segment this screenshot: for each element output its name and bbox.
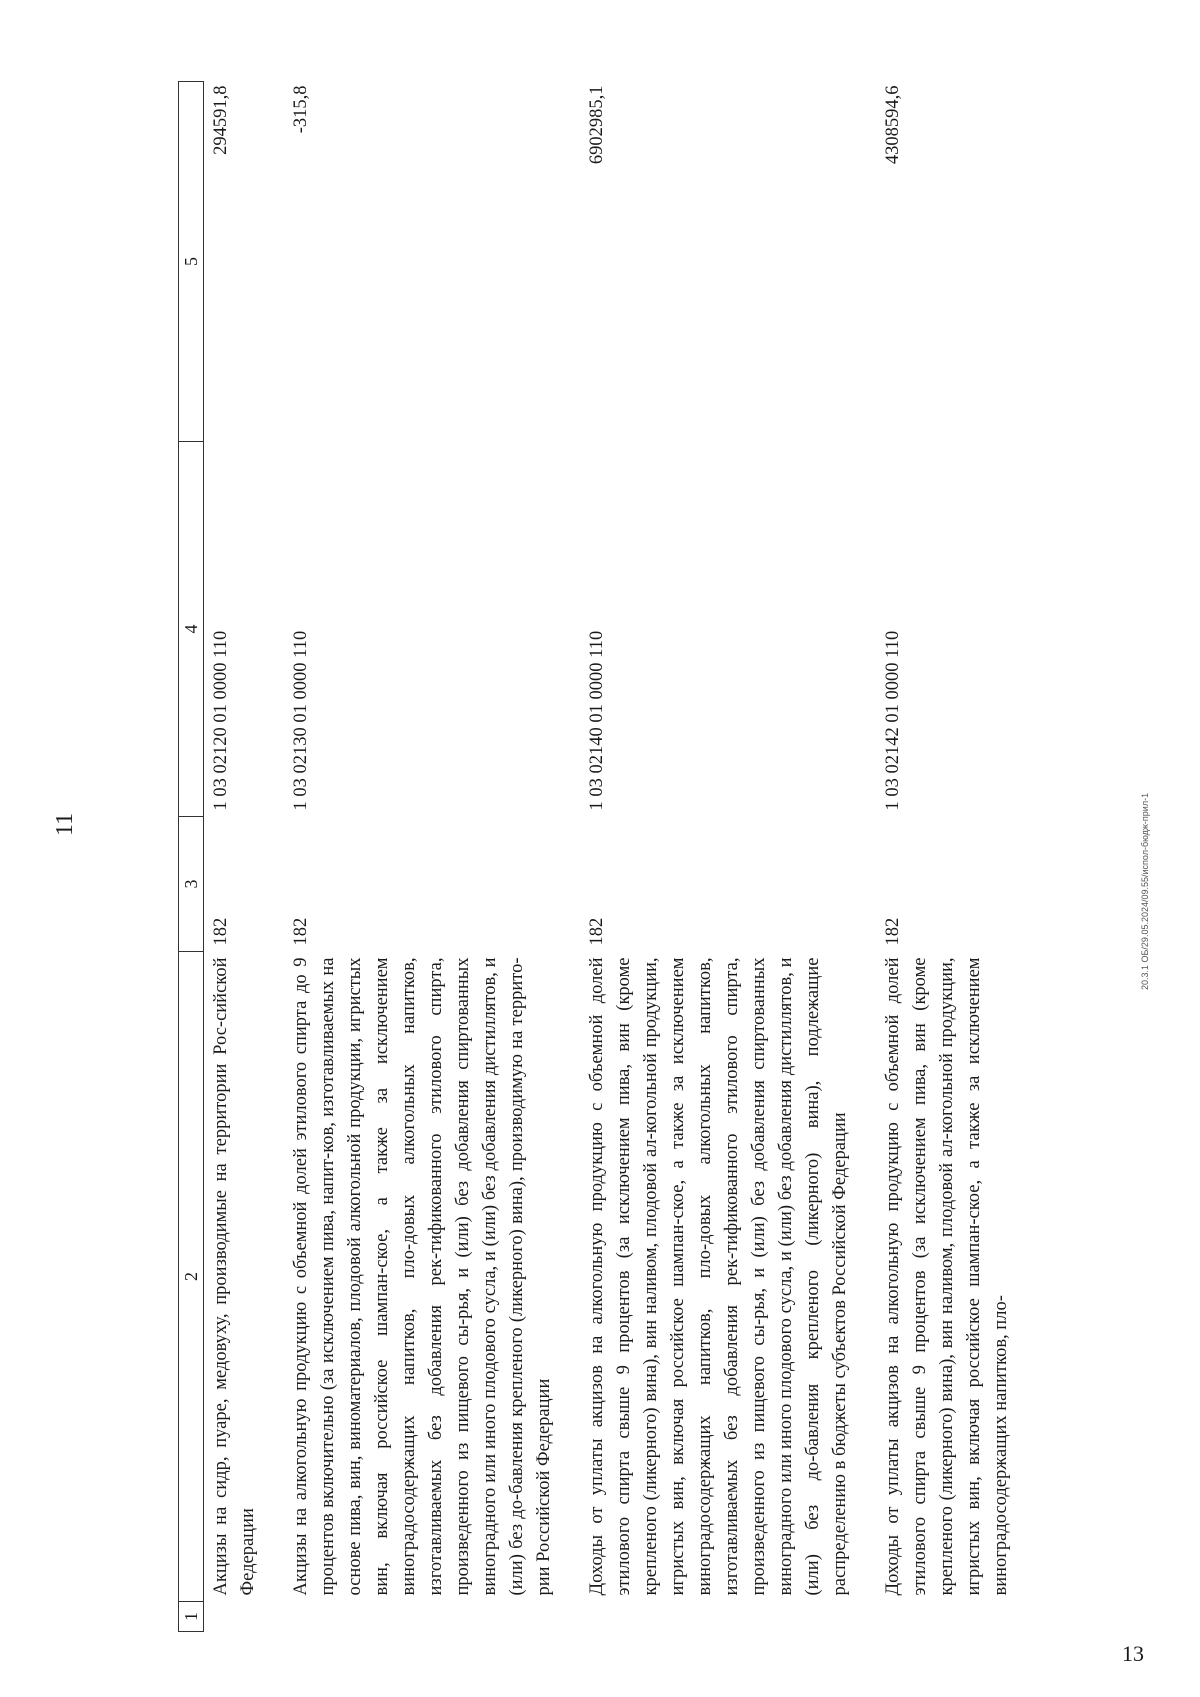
page-number-top: 11 (52, 812, 78, 836)
header-col-4: 4 (179, 442, 204, 817)
row-kbk-code: 1 03 02130 01 0000 110 (291, 630, 311, 811)
row-col1-cell (284, 1602, 580, 1632)
header-col-1: 1 (179, 1602, 204, 1632)
row-admin-code: 182 (587, 917, 607, 946)
row-amount: -315,8 (291, 85, 311, 134)
row-col1-cell (876, 1602, 1037, 1632)
page-number-bottom: 13 (1122, 1641, 1144, 1666)
row-description: Доходы от уплаты акцизов на алкогольную продукцию с объемной долей этилового спирта свыше 9 процентов (за исключением пива, вин (кроме крепленого (ликерного) вина), вин наливом, плодовой ал-когольной продукции, игристых вин, включая российское шампан-ское, а также за исключением виноградосодержащих напитков, пло-довых алкогольных напитков, изготавливаемых без добавления рек-тификованного этилового спирта, произведенного из пищевого сы-рья, и (или) без добавления спиртованных виноградного или иного плодового сусла, и (или) без добавления дистиллятов, и (или) без до-бавления крепленого (ликерного) вина), подлежащие распределению в бюджеты субъектов Российской Федерации (587, 957, 850, 1596)
header-col-5: 5 (179, 82, 204, 442)
row-amount: 294591,8 (211, 85, 231, 155)
row-description: Доходы от уплаты акцизов на алкогольную продукцию с объемной долей этилового спирта свыше 9 процентов (за исключением пива, вин (кроме крепленого (ликерного) вина), вин наливом, плодовой ал-когольной продукции, игристых вин, включая российское шампан-ское, а также за исключением виноградосодержащих напитков, пло- (883, 957, 1011, 1596)
row-kbk-code: 1 03 02142 01 0000 110 (883, 630, 903, 811)
row-kbk-code: 1 03 02120 01 0000 110 (211, 630, 231, 811)
row-amount: 4308594,6 (883, 85, 903, 165)
table-row (284, 82, 580, 1632)
header-col-2: 2 (179, 952, 204, 1602)
row-admin-code: 182 (211, 917, 231, 946)
header-col-3: 3 (179, 817, 204, 952)
row-admin-code: 182 (883, 917, 903, 946)
header-row (179, 82, 204, 1632)
row-description: Акцизы на сидр, пуаре, медовуху, производимые на территории Рос-сийской Федерации (211, 957, 258, 1596)
table-row (876, 82, 1037, 1632)
revenue-table (178, 81, 1037, 1632)
row-amount: 6902985,1 (587, 85, 607, 165)
row-kbk-code: 1 03 02140 01 0000 110 (587, 630, 607, 811)
row-admin-code: 182 (291, 917, 311, 946)
row-description: Акцизы на алкогольную продукцию с объемной долей этилового спирта до 9 процентов включительно (за исключением пива, напит-ков, изготавливаемых на основе пива, вин, виноматериалов, плодовой алкогольной продукции, игристых вин, включая российское шампан-ское, а также за исключением виноградосодержащих напитков, пло-довых алкогольных напитков, изготавливаемых без добавления рек-тификованного этилового спирта, произведенного из пищевого сы-рья, и (или) без добавления спиртованных виноградного или иного плодового сусла, и (или) без добавления дистиллятов, и (или) без до-бавления крепленого (ликерного) вина), производимую на террито-рии Российской Федерации (291, 957, 554, 1596)
table-row (580, 82, 876, 1632)
rotated-table-container (178, 82, 1037, 1632)
row-col1-cell (580, 1602, 876, 1632)
row-col1-cell (204, 1602, 285, 1632)
table-row (204, 82, 285, 1632)
document-stamp: 20.3.1 ОБ/29.05.2024/09.55/испол-бюдж-прил-1 (1140, 792, 1150, 990)
